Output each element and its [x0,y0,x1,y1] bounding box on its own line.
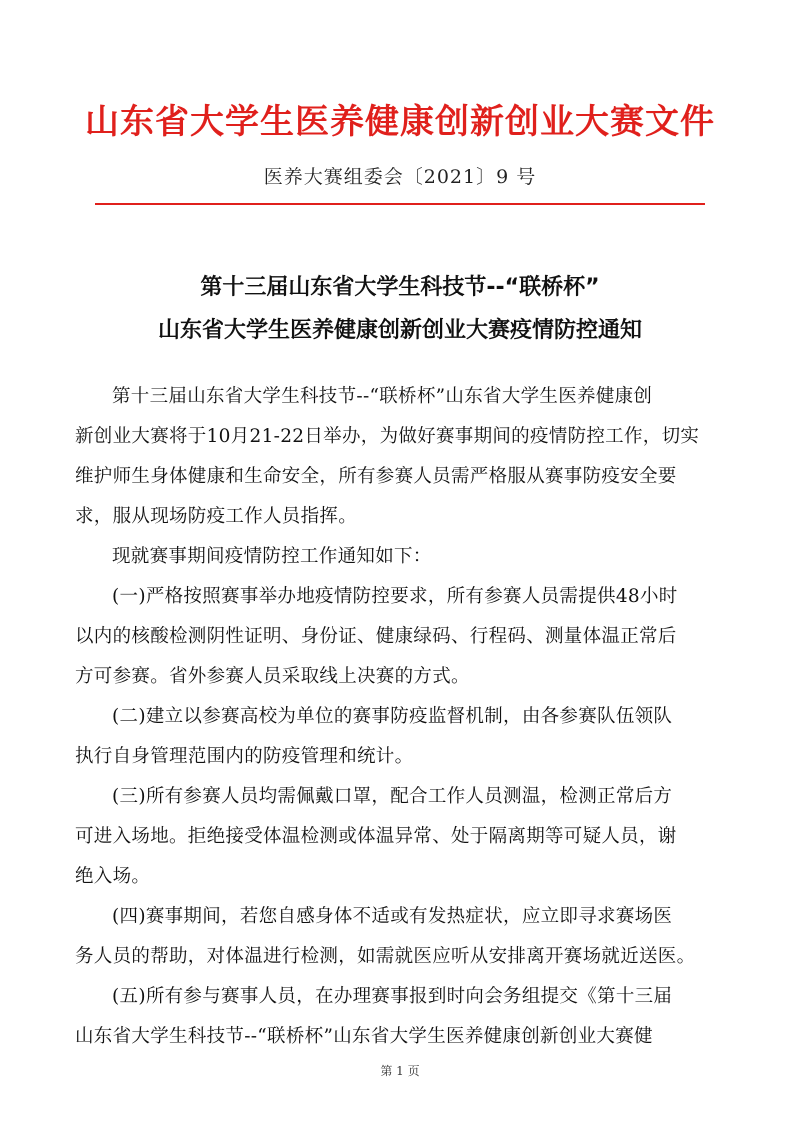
body-line: 务人员的帮助，对体温进行检测，如需就医应听从安排离开赛场就近送医。 [75,946,696,967]
body-line: (一)严格按照赛事举办地疫情防控要求，所有参赛人员需提供48小时 [112,586,678,607]
body-line: (四)赛事期间，若您自感身体不适或有发热症状，应立即寻求赛场医 [112,906,673,927]
notice-title-line-2: 山东省大学生医养健康创新创业大赛疫情防控通知 [157,318,642,343]
body-line: 绝入场。 [75,866,151,887]
red-divider-line [95,203,705,205]
document-number: 医养大赛组委会〔2021〕9 号 [263,166,537,188]
body-line: 求，服从现场防疫工作人员指挥。 [75,506,358,527]
body-line: 第十三届山东省大学生科技节--“联桥杯”山东省大学生医养健康创 [112,386,653,407]
body-line: 维护师生身体健康和生命安全，所有参赛人员需严格服从赛事防疫安全要 [75,466,677,487]
body-line: (五)所有参与赛事人员，在办理赛事报到时向会务组提交《第十三届 [112,986,673,1007]
body-line: 以内的核酸检测阴性证明、身份证、健康绿码、行程码、测量体温正常后 [75,626,677,647]
notice-title-line-1: 第十三届山东省大学生科技节--“联桥杯” [200,275,600,300]
body-line: 新创业大赛将于10月21-22日举办，为做好赛事期间的疫情防控工作，切实 [75,426,700,447]
body-line: 可进入场地。拒绝接受体温检测或体温异常、处于隔离期等可疑人员，谢 [75,826,677,847]
header-title: 山东省大学生医养健康创新创业大赛文件 [85,102,715,142]
body-line: 执行自身管理范围内的防疫管理和统计。 [75,746,414,767]
body-line: 现就赛事期间疫情防控工作通知如下： [112,546,432,567]
body-line: 方可参赛。省外参赛人员采取线上决赛的方式。 [75,666,470,687]
body-line: 山东省大学生科技节--“联桥杯”山东省大学生医养健康创新创业大赛健 [75,1026,653,1047]
body-line: (三)所有参赛人员均需佩戴口罩，配合工作人员测温，检测正常后方 [112,786,673,807]
notice-body [75,377,725,1057]
body-line: (二)建立以参赛高校为单位的赛事防疫监督机制，由各参赛队伍领队 [112,706,673,727]
page-number: 第 1 页 [380,1064,420,1078]
